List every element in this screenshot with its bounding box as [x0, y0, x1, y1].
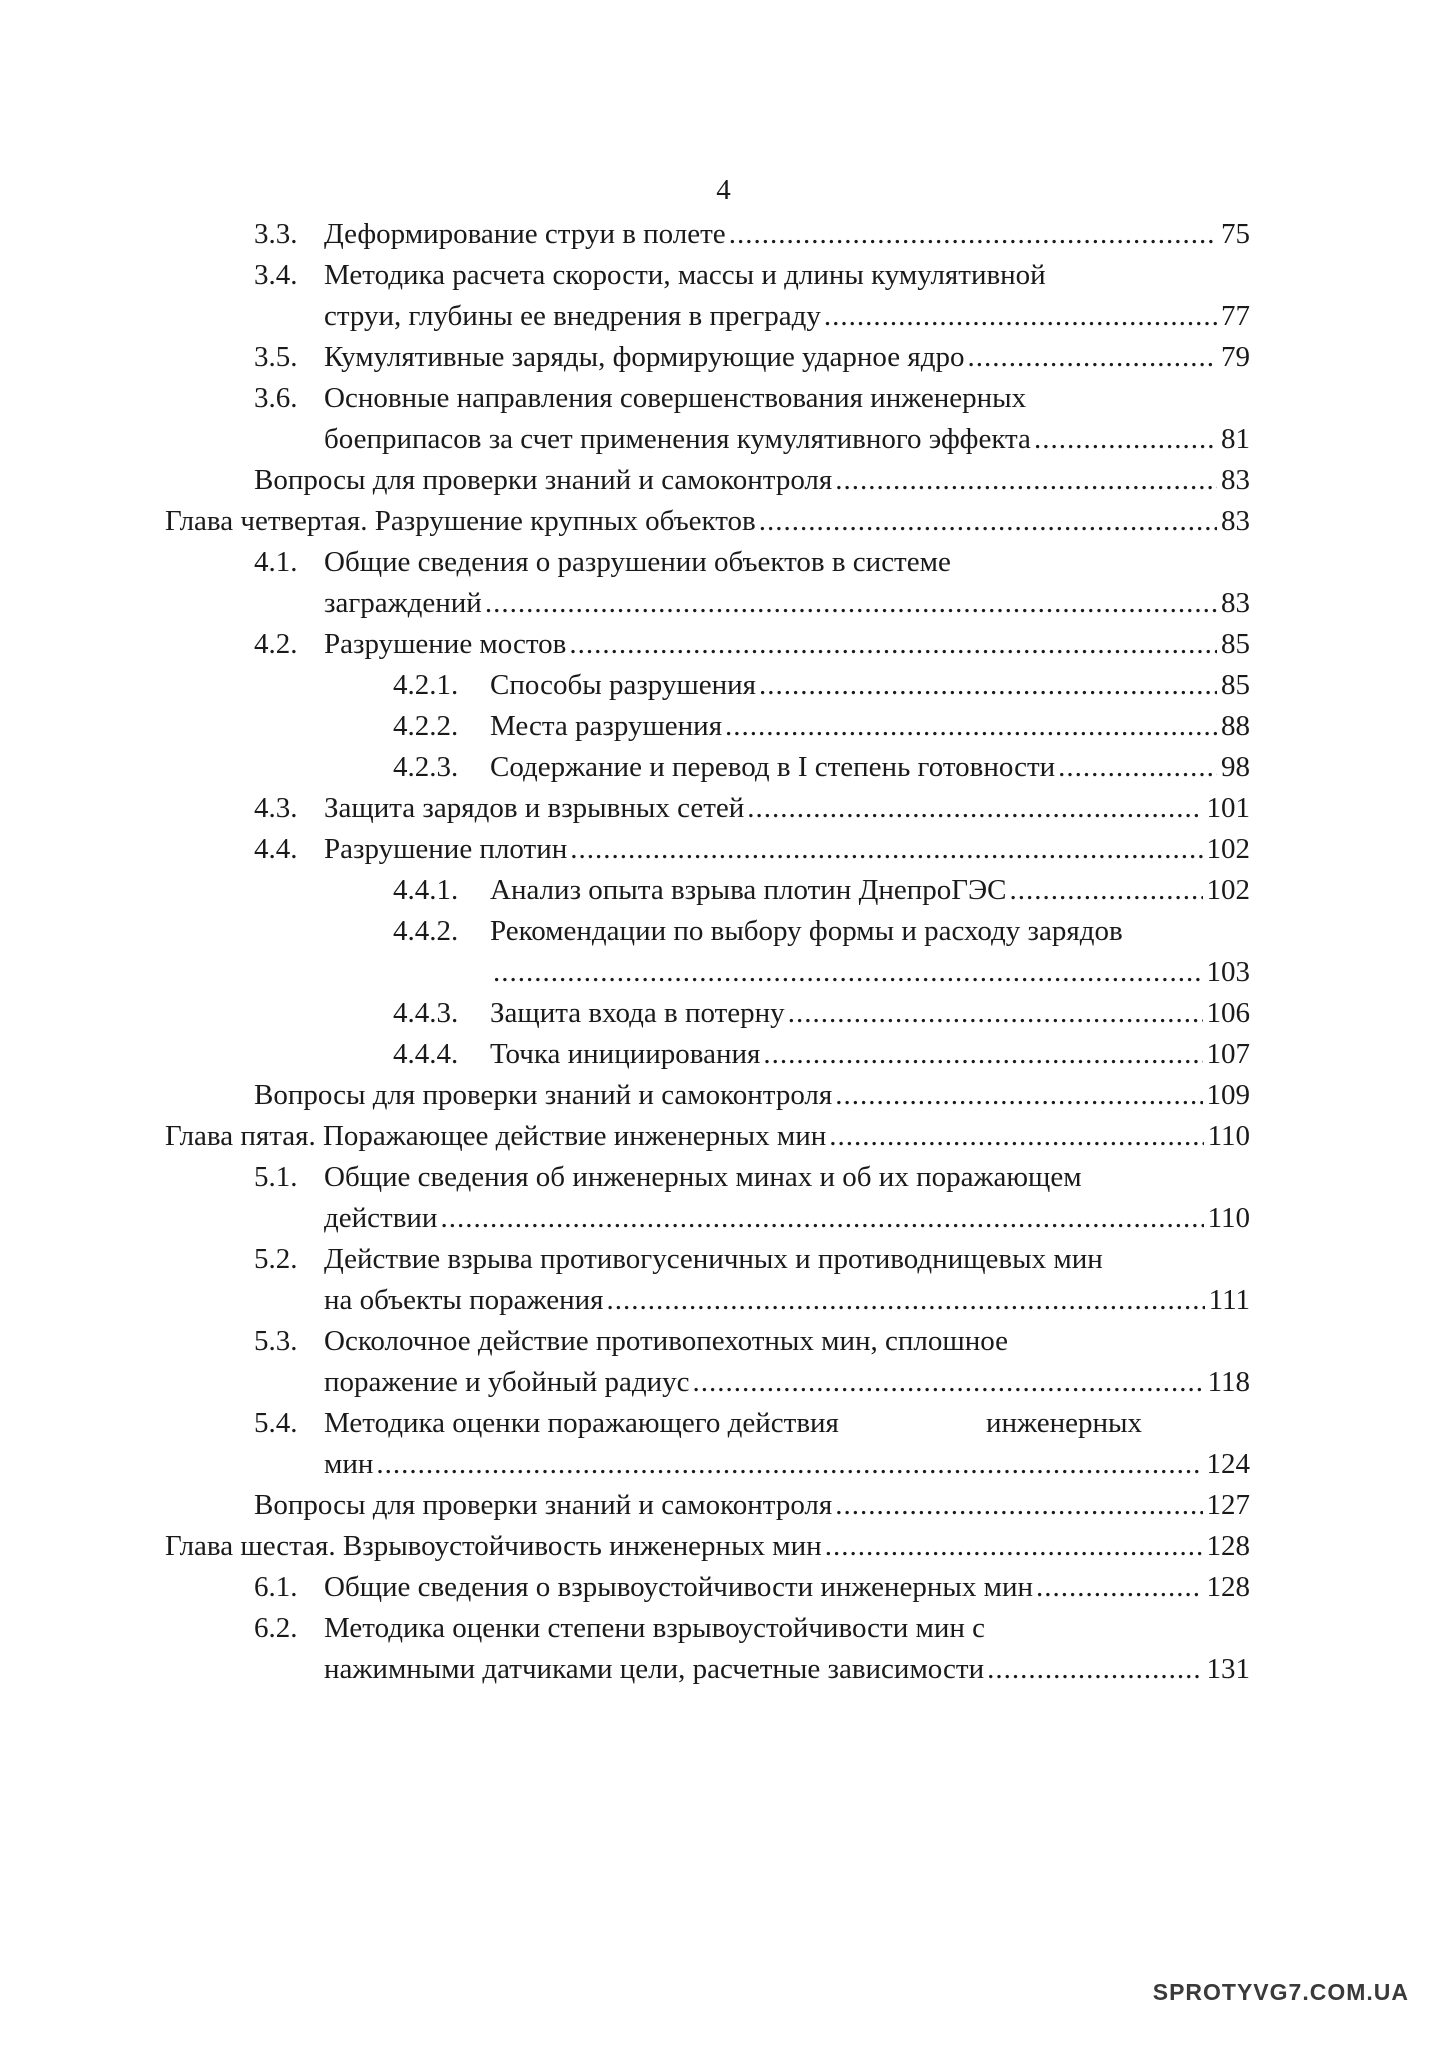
- toc-entry-5-2-cont[interactable]: [0, 1280, 1447, 1321]
- section-number: 4.2.3.: [393, 751, 459, 783]
- toc-entry-5-1-cont[interactable]: [0, 1198, 1447, 1239]
- toc-entry-4-4-1[interactable]: [0, 870, 1447, 911]
- toc-entry-4-1[interactable]: [0, 542, 1447, 583]
- page-ref: 128: [1206, 1571, 1250, 1603]
- section-number: 4.2.: [254, 628, 298, 660]
- toc-entry-5-3-cont[interactable]: [0, 1362, 1447, 1403]
- page-ref: 103: [1206, 956, 1250, 988]
- section-title: Деформирование струи в полете: [324, 218, 726, 250]
- section-number: 4.4.1.: [393, 874, 459, 906]
- section-title: мин: [324, 1448, 374, 1480]
- page-ref: 131: [1206, 1653, 1250, 1685]
- page-ref: 81: [1221, 423, 1250, 455]
- toc-entry-4-4-3[interactable]: [0, 993, 1447, 1034]
- section-title: действии: [324, 1202, 438, 1234]
- section-number: 4.3.: [254, 792, 298, 824]
- dot-leader: [569, 624, 1217, 665]
- section-title-line1: Рекомендации по выбору формы и расходу зарядов: [490, 915, 1123, 947]
- section-number: 6.1.: [254, 1571, 298, 1603]
- section-title-line1: Осколочное действие противопехотных мин, сплошное: [324, 1325, 1008, 1357]
- section-title: Вопросы для проверки знаний и самоконтроля: [254, 1489, 833, 1521]
- dot-leader: [788, 993, 1203, 1034]
- toc-entry-3-5[interactable]: [0, 337, 1447, 378]
- dot-leader: [759, 501, 1217, 542]
- page-ref: 79: [1221, 341, 1250, 373]
- dot-leader: [967, 337, 1217, 378]
- page-ref: 106: [1206, 997, 1250, 1029]
- dot-leader: [1058, 747, 1217, 788]
- page-ref: 75: [1221, 218, 1250, 250]
- section-number: 5.2.: [254, 1243, 298, 1275]
- section-title: Анализ опыта взрыва плотин ДнепроГЭС: [490, 874, 1007, 906]
- section-title: Содержание и перевод в I степень готовности: [490, 751, 1056, 783]
- page-ref: 77: [1221, 300, 1250, 332]
- dot-leader: [606, 1280, 1204, 1321]
- section-title-line1: Основные направления совершенствования инженерных: [324, 382, 1027, 414]
- toc-chapter-4[interactable]: [0, 501, 1447, 542]
- toc-entry-6-1[interactable]: [0, 1567, 1447, 1608]
- chapter-title: Глава шестая. Взрывоустойчивость инженерных мин: [165, 1530, 822, 1562]
- toc-entry-4-2[interactable]: [0, 624, 1447, 665]
- toc-entry-questions-4[interactable]: [0, 1075, 1447, 1116]
- page-ref: 85: [1221, 628, 1250, 660]
- toc-chapter-6[interactable]: [0, 1526, 1447, 1567]
- chapter-title: Глава пятая. Поражающее действие инженерных мин: [165, 1120, 827, 1152]
- dot-leader: [835, 1075, 1202, 1116]
- toc-entry-6-2-cont[interactable]: [0, 1649, 1447, 1690]
- page-ref: 118: [1207, 1366, 1250, 1398]
- toc-entry-4-3[interactable]: [0, 788, 1447, 829]
- section-title: Способы разрушения: [490, 669, 756, 701]
- dot-leader: [747, 788, 1202, 829]
- page-ref: 83: [1221, 505, 1250, 537]
- section-title-line1: Общие сведения об инженерных минах и об их поражающем: [324, 1161, 1082, 1193]
- section-number: 5.3.: [254, 1325, 298, 1357]
- toc-entry-5-4[interactable]: [0, 1403, 1447, 1444]
- dot-leader: [987, 1649, 1202, 1690]
- section-number: 4.4.2.: [393, 915, 459, 947]
- dot-leader: [835, 460, 1217, 501]
- page-ref: 102: [1206, 874, 1250, 906]
- section-title-line1: Общие сведения о разрушении объектов в системе: [324, 546, 951, 578]
- dot-leader: [725, 706, 1217, 747]
- page-ref: 101: [1206, 792, 1250, 824]
- dot-leader: [493, 952, 1203, 993]
- section-title: Вопросы для проверки знаний и самоконтроля: [254, 1079, 833, 1111]
- page-ref: 124: [1206, 1448, 1250, 1480]
- page-ref: 128: [1206, 1530, 1250, 1562]
- section-title: Кумулятивные заряды, формирующие ударное ядро: [324, 341, 965, 373]
- section-title: Разрушение мостов: [324, 628, 567, 660]
- dot-leader: [485, 583, 1217, 624]
- toc-chapter-5[interactable]: [0, 1116, 1447, 1157]
- toc-entry-5-2[interactable]: [0, 1239, 1447, 1280]
- section-number: 4.1.: [254, 546, 298, 578]
- section-title: на объекты поражения: [324, 1284, 604, 1316]
- toc-entry-6-2[interactable]: [0, 1608, 1447, 1649]
- section-number: 4.4.4.: [393, 1038, 459, 1070]
- page-ref: 83: [1221, 464, 1250, 496]
- toc-entry-5-1[interactable]: [0, 1157, 1447, 1198]
- section-title-line1: Действие взрыва противогусеничных и противоднищевых мин: [324, 1243, 1103, 1275]
- toc-entry-4-4-4[interactable]: [0, 1034, 1447, 1075]
- dot-leader: [1036, 1567, 1203, 1608]
- section-title: Общие сведения о взрывоустойчивости инженерных мин: [324, 1571, 1033, 1603]
- section-number: 4.2.1.: [393, 669, 459, 701]
- toc-entry-3-3[interactable]: [0, 214, 1447, 255]
- chapter-title: Глава четвертая. Разрушение крупных объектов: [165, 505, 756, 537]
- dot-leader: [835, 1485, 1202, 1526]
- toc-entry-questions-3[interactable]: [0, 460, 1447, 501]
- dot-leader: [829, 1116, 1203, 1157]
- dot-leader: [1010, 870, 1203, 911]
- section-title: Защита входа в потерну: [490, 997, 785, 1029]
- section-title: боеприпасов за счет применения кумулятивного эффекта: [324, 423, 1031, 455]
- page-ref: 109: [1206, 1079, 1250, 1111]
- dot-leader: [570, 829, 1202, 870]
- dot-leader: [440, 1198, 1203, 1239]
- page-ref: 127: [1206, 1489, 1250, 1521]
- section-title-line1: Методика расчета скорости, массы и длины кумулятивной: [324, 259, 1046, 291]
- dot-leader: [824, 296, 1217, 337]
- section-number: 4.4.3.: [393, 997, 459, 1029]
- dot-leader: [729, 214, 1217, 255]
- dot-leader: [376, 1444, 1202, 1485]
- section-title: Точка инициирования: [490, 1038, 761, 1070]
- section-number: 5.1.: [254, 1161, 298, 1193]
- toc-entry-3-6[interactable]: [0, 378, 1447, 419]
- page-ref: 83: [1221, 587, 1250, 619]
- section-title: Места разрушения: [490, 710, 723, 742]
- section-title-line1-end: инженерных: [986, 1407, 1142, 1439]
- section-number: 5.4.: [254, 1407, 298, 1439]
- section-title: поражение и убойный радиус: [324, 1366, 690, 1398]
- page-number: 4: [716, 174, 731, 206]
- section-title-line1: Методика оценки степени взрывоустойчивости мин с: [324, 1612, 985, 1644]
- page-ref: 110: [1207, 1202, 1250, 1234]
- section-number: 6.2.: [254, 1612, 298, 1644]
- page-ref: 102: [1206, 833, 1250, 865]
- watermark: SPROTYVG7.COM.UA: [1152, 1979, 1409, 2005]
- section-number: 3.5.: [254, 341, 298, 373]
- dot-leader: [693, 1362, 1204, 1403]
- section-title: Защита зарядов и взрывных сетей: [324, 792, 745, 824]
- section-number: 4.4.: [254, 833, 298, 865]
- dot-leader: [763, 1034, 1202, 1075]
- toc-entry-3-4[interactable]: [0, 255, 1447, 296]
- section-title: нажимными датчиками цели, расчетные зависимости: [324, 1653, 985, 1685]
- section-number: 4.2.2.: [393, 710, 459, 742]
- toc-entry-3-6-cont[interactable]: [0, 419, 1447, 460]
- section-title: Вопросы для проверки знаний и самоконтроля: [254, 464, 833, 496]
- toc-entry-4-1-cont[interactable]: [0, 583, 1447, 624]
- section-number: 3.6.: [254, 382, 298, 414]
- dot-leader: [1034, 419, 1217, 460]
- toc-entry-questions-5[interactable]: [0, 1485, 1447, 1526]
- toc-entry-3-4-cont[interactable]: [0, 296, 1447, 337]
- toc-entry-4-4-2[interactable]: [0, 911, 1447, 952]
- section-title-line1: Методика оценки поражающего действия: [324, 1407, 839, 1439]
- page-ref: 110: [1207, 1120, 1250, 1152]
- page-ref: 107: [1206, 1038, 1250, 1070]
- page-ref: 111: [1208, 1284, 1250, 1316]
- toc-entry-4-4-2-cont[interactable]: [0, 952, 1447, 993]
- section-title: заграждений: [324, 587, 482, 619]
- section-number: 3.4.: [254, 259, 298, 291]
- dot-leader: [825, 1526, 1203, 1567]
- toc-entry-5-4-cont[interactable]: [0, 1444, 1447, 1485]
- toc-entry-4-2-1[interactable]: [0, 665, 1447, 706]
- toc-entry-4-4[interactable]: [0, 829, 1447, 870]
- page-ref: 98: [1221, 751, 1250, 783]
- toc-entry-4-2-2[interactable]: [0, 706, 1447, 747]
- section-title: струи, глубины ее внедрения в преграду: [324, 300, 821, 332]
- toc-entry-5-3[interactable]: [0, 1321, 1447, 1362]
- section-title: Разрушение плотин: [324, 833, 568, 865]
- toc-entry-4-2-3[interactable]: [0, 747, 1447, 788]
- page-ref: 88: [1221, 710, 1250, 742]
- section-number: 3.3.: [254, 218, 298, 250]
- page-ref: 85: [1221, 669, 1250, 701]
- dot-leader: [759, 665, 1217, 706]
